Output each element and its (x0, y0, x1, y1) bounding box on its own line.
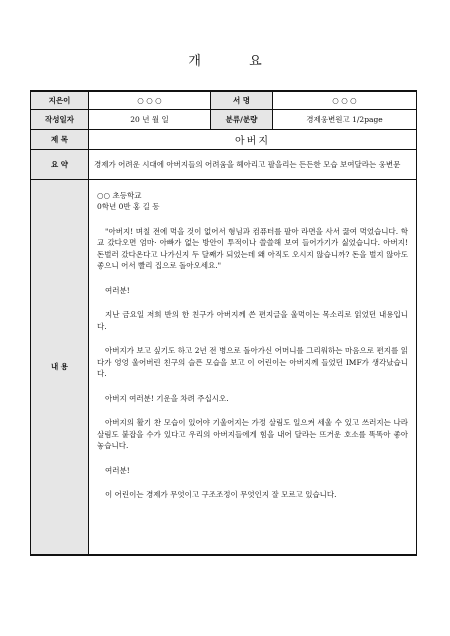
author-label: 지은이 (31, 91, 89, 109)
subject-label: 제 목 (31, 129, 89, 149)
student-line: 0학년 0반 홍 길 동 (97, 202, 160, 211)
overview-table (30, 90, 417, 556)
content-label: 내 용 (31, 179, 89, 555)
paragraph-6: 이 어린이는 경제가 무엇이고 구조조정이 무엇인지 잘 모르고 있습니다. (105, 490, 337, 499)
address-line-1: 여러분! (105, 285, 130, 295)
date-value: 20 년 월 일 (89, 109, 211, 129)
school-line: ○○ 초등학교 (97, 190, 142, 200)
publisher-label: 서 명 (211, 91, 273, 109)
date-label: 작성일자 (31, 109, 89, 129)
summary-label: 요 약 (31, 149, 89, 179)
subject-value: 아버지 (89, 129, 417, 149)
author-value: ○ ○ ○ (89, 91, 211, 109)
paragraph-3: 아버지가 보고 싶기도 하고 2년 전 병으로 돌아가신 어머니를 그리워하는 마음으로 편지를 읽다가 엉엉 울어버린 친구의 슬픈 모습을 보고 이 어린이는 아버지께 들었던 IMF가 생각났습니다. (97, 346, 408, 378)
paragraph-2: 지난 금요일 저희 반의 한 친구가 아버지께 쓴 편지글을 울먹이는 목소리로 읽었던 내용입니다. (97, 310, 408, 331)
content-body (89, 179, 417, 555)
summary-value: 경제가 어려운 시대에 아버지들의 어려움을 헤아리고 팔을리는 든든한 모습 보여달라는 웅변문 (89, 149, 417, 179)
paragraph-5: 아버지의 활기 찬 모습이 있어야 기울어지는 가정 살림도 일으켜 세울 수 있고 쓰러지는 나라 살림도 붙잡을 수가 있다고 우리의 아버지들에게 힘을 내어 달라는 뜨거운 호소를 똑똑아 좋아 놓습니다. (97, 418, 408, 450)
document-title: 개 요 (188, 54, 284, 69)
letter-paragraph: "아버지! 며칠 전에 먹을 것이 없어서 형님과 컴퓨터를 팔아 라면을 사서 끓여 먹었습니다. 학교 갔다오면 엄마· 아빠가 없는 방안이 투적이나 쓸쓸해 보여 들어가기가 싫었습니다. 아버지! 돈벌러 갔다온다고 나가신지 두 달째가 되었는데 왜 아직도 오시지 않습니까? 돈을 벌지 않아도 좋으니 어서 빨리 집으로 돌아오세요." (97, 226, 408, 270)
publisher-value: ○ ○ ○ (273, 91, 417, 109)
category-value: 경제웅변원고 1/2page (273, 109, 417, 129)
address-line-2: 여러분! (105, 465, 130, 475)
category-label: 분류/분량 (211, 109, 273, 129)
paragraph-4: 아버지 여러분! 기운을 차려 주십시오. (105, 393, 229, 403)
